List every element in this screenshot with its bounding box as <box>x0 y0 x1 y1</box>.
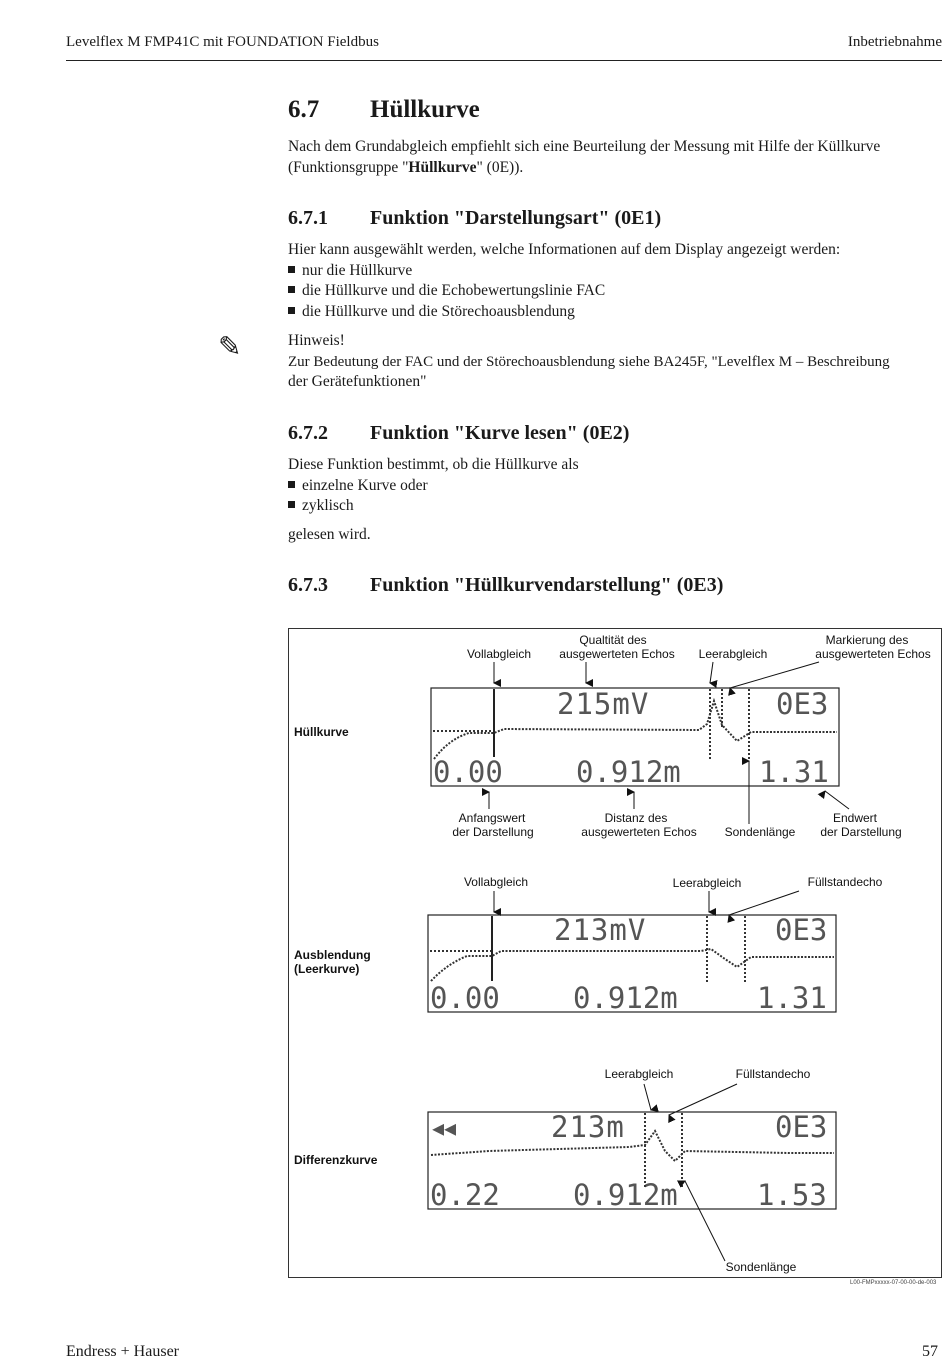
lcd1-bottom-mid: 0.912m <box>576 755 681 789</box>
subsection-3-number: 6.7.3 <box>288 574 328 596</box>
list-item <box>288 302 948 323</box>
row-label-ausblendung: Ausblendung <box>294 948 371 962</box>
lcd1-code: 0E3 <box>776 687 829 721</box>
subsection-2-title: Funktion "Kurve lesen" (0E2) <box>370 422 630 444</box>
intro-post: " (0E)). <box>476 158 524 176</box>
lcd3-arrows-icon: ◀◀ <box>432 1116 457 1140</box>
note-line-2: der Gerätefunktionen" <box>288 373 427 390</box>
lcd2-bottom-mid: 0.912m <box>573 981 678 1015</box>
lcd2-bottom-left: 0.00 <box>430 981 500 1015</box>
subsection-1-heading <box>288 207 662 230</box>
subsection-2-after: gelesen wird. <box>288 525 371 543</box>
ann-qualitaet-1: Qualtität des <box>579 633 647 647</box>
lcd3-bottom-right: 1.53 <box>757 1178 827 1212</box>
lcd3-code: 0E3 <box>775 1110 828 1144</box>
ann-anfangswert-1: Anfangswert <box>458 811 526 825</box>
subsection-1-number: 6.7.1 <box>288 207 328 229</box>
subsection-2-body <box>288 455 948 545</box>
ann-qualitaet-2: ausgewerteten Echos <box>559 647 675 661</box>
ann-distanz-1: Distanz des <box>604 811 668 825</box>
list-item <box>288 281 948 302</box>
lcd2-code: 0E3 <box>775 913 828 947</box>
figure-id: L00-FMPxxxxx-07-00-00-de-003 <box>850 1280 937 1286</box>
subsection-2-heading <box>288 422 630 445</box>
footer-left: Endress + Hauser <box>66 1343 179 1360</box>
section-intro <box>288 137 948 178</box>
section-number: 6.7 <box>288 96 320 123</box>
ann-vollabgleich-1: Vollabgleich <box>466 647 532 661</box>
list-item-text: nur die Hüllkurve <box>302 261 413 279</box>
subsection-2-text: Diese Funktion bestimmt, ob die Hüllkurve als <box>288 456 579 473</box>
pencil-note-icon: ✎ <box>218 332 242 363</box>
list-item <box>288 496 948 517</box>
ann-sondenlaenge-3: Sondenlänge <box>725 1260 797 1274</box>
list-item-text: die Hüllkurve und die Echobewertungslinie FAC <box>302 282 606 299</box>
subsection-3-heading <box>288 574 724 597</box>
subsection-1-text: Hier kann ausgewählt werden, welche Informationen auf dem Display angezeigt werden: <box>288 241 841 258</box>
header-left: Levelflex M FMP41C mit FOUNDATION Fieldbus <box>66 34 379 50</box>
lcd1-top-value: 215mV <box>557 687 650 721</box>
intro-bold: Hüllkurve <box>408 158 477 176</box>
ann-fuellstandecho-3: Füllstandecho <box>735 1067 811 1081</box>
subsection-1-body <box>288 240 948 322</box>
ann-leerabgleich-1: Leerabgleich <box>698 647 768 661</box>
list-item <box>288 261 948 282</box>
lcd2-top-value: 213mV <box>554 913 647 947</box>
ann-endwert-2: der Darstellung <box>820 825 902 839</box>
intro-pre: (Funktionsgruppe " <box>288 158 409 176</box>
ann-endwert-1: Endwert <box>832 811 878 825</box>
page-header <box>66 34 942 61</box>
ann-anfangswert-2: der Darstellung <box>452 825 534 839</box>
section-title: Hüllkurve <box>370 96 480 123</box>
ann-leerabgleich-3: Leerabgleich <box>604 1067 674 1081</box>
section-heading <box>288 96 480 124</box>
header-right: Inbetriebnahme <box>847 34 942 50</box>
row-label-leerkurve: (Leerkurve) <box>294 962 360 976</box>
list-item-text: zyklisch <box>302 497 354 514</box>
lcd3-bottom-left: 0.22 <box>430 1178 500 1212</box>
intro-line-1: Nach dem Grundabgleich empfiehlt sich eine Beurteilung der Messung mit Hilfe der Küllkurve <box>288 138 881 155</box>
envelope-curve-figure <box>288 628 942 1278</box>
list-item-text: die Hüllkurve und die Störechoausblendung <box>302 302 575 320</box>
lcd3-bottom-mid: 0.912m <box>573 1178 678 1212</box>
list-item <box>288 476 948 497</box>
lcd3-top-value: 213m <box>551 1110 625 1144</box>
figure-svg <box>289 629 943 1279</box>
page-number: 57 <box>922 1343 938 1360</box>
row-label-huellkurve: Hüllkurve <box>294 725 349 739</box>
lcd2-bottom-right: 1.31 <box>757 981 827 1015</box>
note-title: Hinweis! <box>288 332 345 349</box>
subsection-3-title: Funktion "Hüllkurvendarstellung" (0E3) <box>370 574 724 596</box>
list-item-text: einzelne Kurve oder <box>302 476 428 494</box>
subsection-1-title: Funktion "Darstellungsart" (0E1) <box>370 207 662 229</box>
ann-vollabgleich-2: Vollabgleich <box>463 875 529 889</box>
ann-distanz-2: ausgewerteten Echos <box>581 825 697 839</box>
subsection-2-number: 6.7.2 <box>288 422 328 444</box>
note <box>288 331 948 393</box>
ann-leerabgleich-2: Leerabgleich <box>672 876 742 890</box>
row-label-differenzkurve: Differenzkurve <box>294 1153 378 1167</box>
intro-line-2 <box>288 158 948 179</box>
ann-fuellstandecho-2: Füllstandecho <box>807 875 883 889</box>
ann-markierung-1: Markierung des <box>825 633 909 647</box>
note-line-1: Zur Bedeutung der FAC und der Störechoausblendung siehe BA245F, "Levelflex M – Beschreibung <box>288 353 890 370</box>
ann-sondenlaenge-1: Sondenlänge <box>724 825 796 839</box>
ann-markierung-2: ausgewerteten Echos <box>815 647 931 661</box>
lcd1-bottom-left: 0.00 <box>433 755 503 789</box>
lcd1-bottom-right: 1.31 <box>759 755 829 789</box>
